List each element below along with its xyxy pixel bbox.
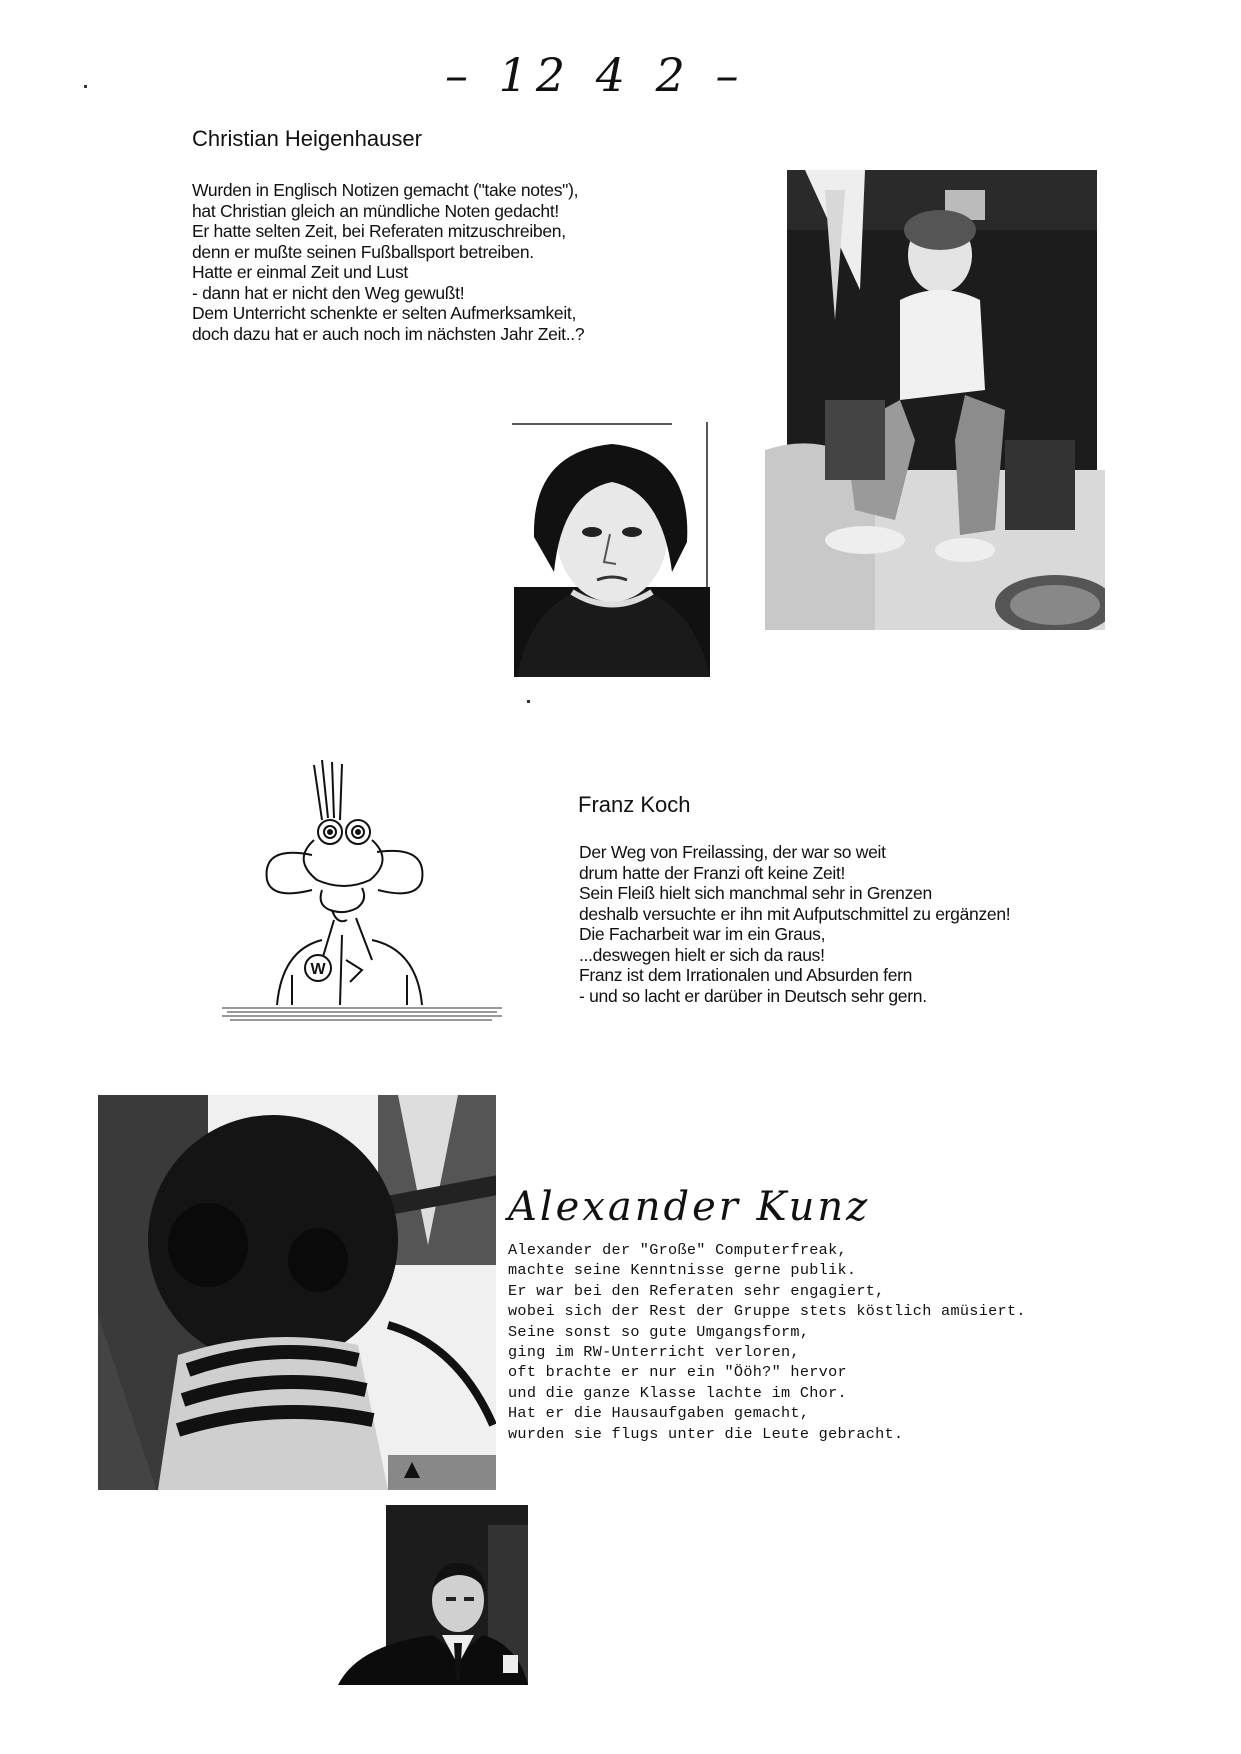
poem-line: - dann hat er nicht den Weg gewußt! (192, 282, 465, 303)
poem-line: ...deswegen hielt er sich da raus! (579, 944, 825, 965)
kunz-portrait (338, 1505, 528, 1685)
kunz-name: Alexander Kunz (508, 1184, 871, 1230)
poem-line: - und so lacht er darüber in Deutsch sehr gern. (579, 985, 927, 1006)
poem-line: Franz ist dem Irrationalen und Absurden fern (579, 965, 913, 985)
poem-line: Seine sonst so gute Umgangsform, (508, 1322, 810, 1341)
poem-line: denn er mußte seinen Fußballsport betreiben. (192, 241, 534, 262)
poem-line: wurden sie flugs unter die Leute gebracht. (508, 1424, 904, 1443)
poem-line: Er war bei den Referaten sehr engagiert, (508, 1281, 885, 1300)
poem-line: Er hatte selten Zeit, bei Referaten mitzuschreiben, (192, 221, 566, 241)
cartoon-character (222, 760, 502, 1035)
koch-name: Franz Koch (578, 792, 691, 817)
poem-line: oft brachte er nur ein "Ööh?" hervor (508, 1363, 847, 1382)
kunz-poem (508, 1240, 1026, 1444)
childhood-photo (765, 170, 1105, 630)
poem-line: doch dazu hat er auch noch im nächsten Jahr Zeit..? (192, 323, 585, 344)
poem-line: wobei sich der Rest der Gruppe stets köstlich amüsiert. (508, 1302, 1026, 1321)
cartoon-badge: W (310, 961, 326, 978)
page-number: – 12 4 2 – (445, 48, 747, 102)
speck (84, 85, 87, 88)
poem-line: ging im RW-Unterricht verloren, (508, 1343, 800, 1362)
heigenhauser-poem (192, 180, 584, 344)
poem-line: Alexander der "Große" Computerfreak, (508, 1241, 847, 1259)
speck (527, 700, 530, 703)
poem-line: Dem Unterricht schenkte er selten Aufmerksamkeit, (192, 303, 577, 323)
poem-line: hat Christian gleich an mündliche Noten gedacht! (192, 200, 559, 221)
triangle-mark-icon (402, 1460, 422, 1480)
heigenhauser-name: Christian Heigenhauser (192, 126, 422, 151)
poem-line: Die Facharbeit war im ein Graus, (579, 924, 826, 944)
poem-line: und die ganze Klasse lachte im Chor. (508, 1383, 847, 1402)
heigenhauser-portrait (512, 422, 712, 677)
koch-poem (579, 842, 1010, 1006)
poem-line: drum hatte der Franzi oft keine Zeit! (579, 862, 846, 883)
poem-line: Hatte er einmal Zeit und Lust (192, 262, 408, 282)
kunz-childhood-photo (98, 1095, 496, 1490)
poem-line: Der Weg von Freilassing, der war so weit (579, 842, 886, 862)
poem-line: Wurden in Englisch Notizen gemacht ("take notes"), (192, 180, 579, 200)
poem-line: Hat er die Hausaufgaben gemacht, (508, 1404, 810, 1423)
poem-line: machte seine Kenntnisse gerne publik. (508, 1261, 857, 1280)
poem-line: Sein Fleiß hielt sich manchmal sehr in Grenzen (579, 883, 932, 903)
poem-line: deshalb versuchte er ihn mit Aufputschmittel zu ergänzen! (579, 903, 1011, 924)
